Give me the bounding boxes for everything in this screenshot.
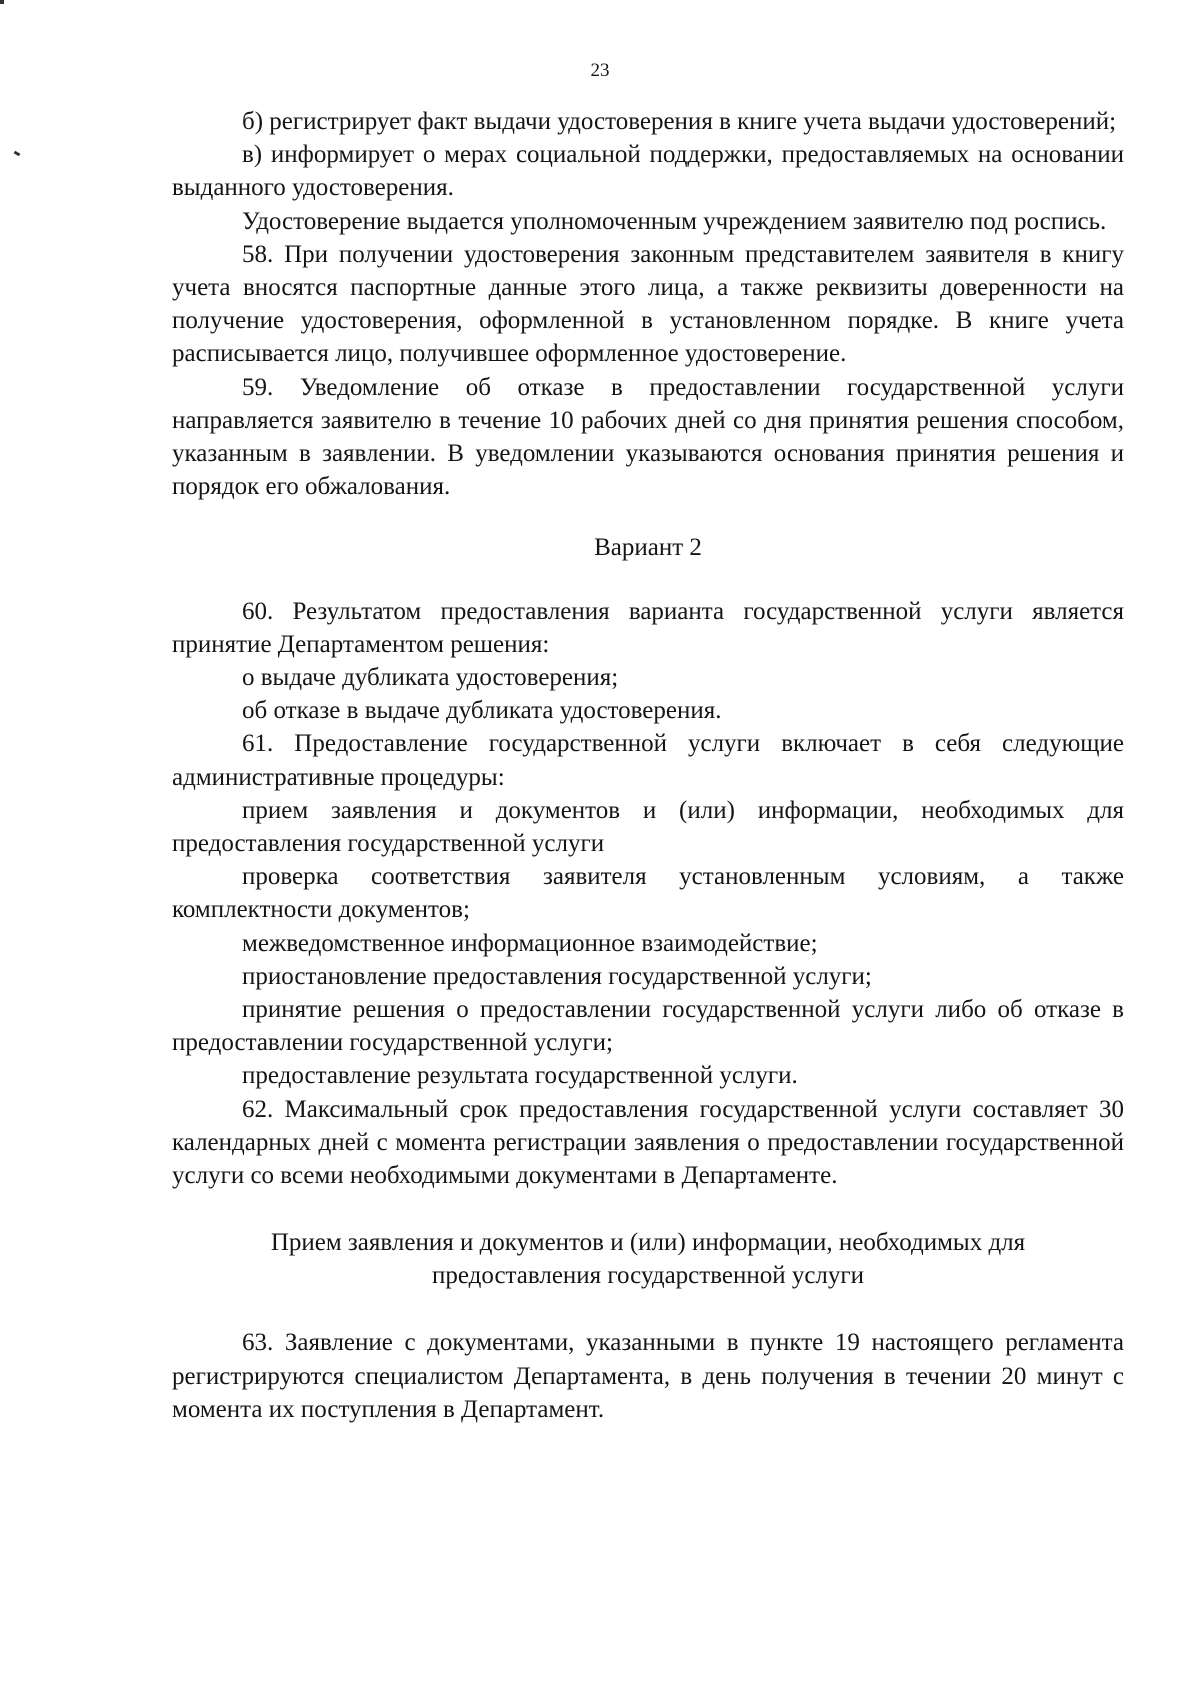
paragraph-58: 58. При получении удостоверения законным представителем заявителя в книгу учета вносятся паспортные данные этого лица, а также реквизиты доверенности на получение удостоверения, оформленной в установленном порядке. В книге учета расписывается лицо, получившее оформленное удостоверение. [172, 240, 1124, 368]
list-item: об отказе в выдаче дубликата удостоверения. [242, 697, 722, 725]
page-number: 23 [590, 60, 610, 81]
list-item: проверка соответствия заявителя установленным условиям, а также комплектности документов; [172, 863, 1124, 924]
scan-dot [14, 151, 21, 157]
paragraph-59: 59. Уведомление об отказе в предоставлении государственной услуги направляется заявителю в течение 10 рабочих дней со дня принятия решения способом, указанным в заявлении. В уведомлении указываются основания принятия решения и порядок его обжалования. [172, 373, 1124, 501]
document-body [172, 105, 1124, 1426]
list-item: предоставление результата государственной услуги. [242, 1062, 798, 1090]
paragraph-v: в) информирует о мерах социальной поддержки, предоставляемых на основании выданного удостоверения. [172, 141, 1124, 202]
paragraph-b: б) регистрирует факт выдачи удостоверения в книге учета выдачи удостоверений; [242, 108, 1117, 135]
variant-heading: Вариант 2 [594, 534, 702, 562]
list-item: принятие решения о предоставлении государственной услуги либо об отказе в предоставлении государственной услуги; [172, 996, 1124, 1057]
paragraph-62: 62. Максимальный срок предоставления государственной услуги составляет 30 календарных дней с момента регистрации заявления о предоставлении государственной услуги со всеми необходимыми документами в Департаменте. [172, 1095, 1124, 1190]
scan-dot [0, 0, 4, 4]
list-item: приостановление предоставления государственной услуги; [242, 962, 872, 990]
list-item: межведомственное информационное взаимодействие; [242, 929, 818, 957]
paragraph-60: 60. Результатом предоставления варианта государственной услуги является принятие Департаментом решения: [172, 597, 1124, 658]
paragraph-61: 61. Предоставление государственной услуги включает в себя следующие административные процедуры: [172, 730, 1124, 791]
paragraph-63: 63. Заявление с документами, указанными в пункте 19 настоящего регламента регистрируются специалистом Департамента, в день получения в течении 20 минут с момента их поступления в Департамент. [172, 1329, 1124, 1423]
section-heading: Прием заявления и документов и (или) информации, необходимых для предоставления государственной услуги [270, 1229, 1026, 1290]
list-item: о выдаче дубликата удостоверения; [242, 664, 619, 692]
list-item: прием заявления и документов и (или) информации, необходимых для предоставления государственной услуги [172, 796, 1124, 858]
paragraph-issue: Удостоверение выдается уполномоченным учреждением заявителю под роспись. [242, 207, 1107, 235]
